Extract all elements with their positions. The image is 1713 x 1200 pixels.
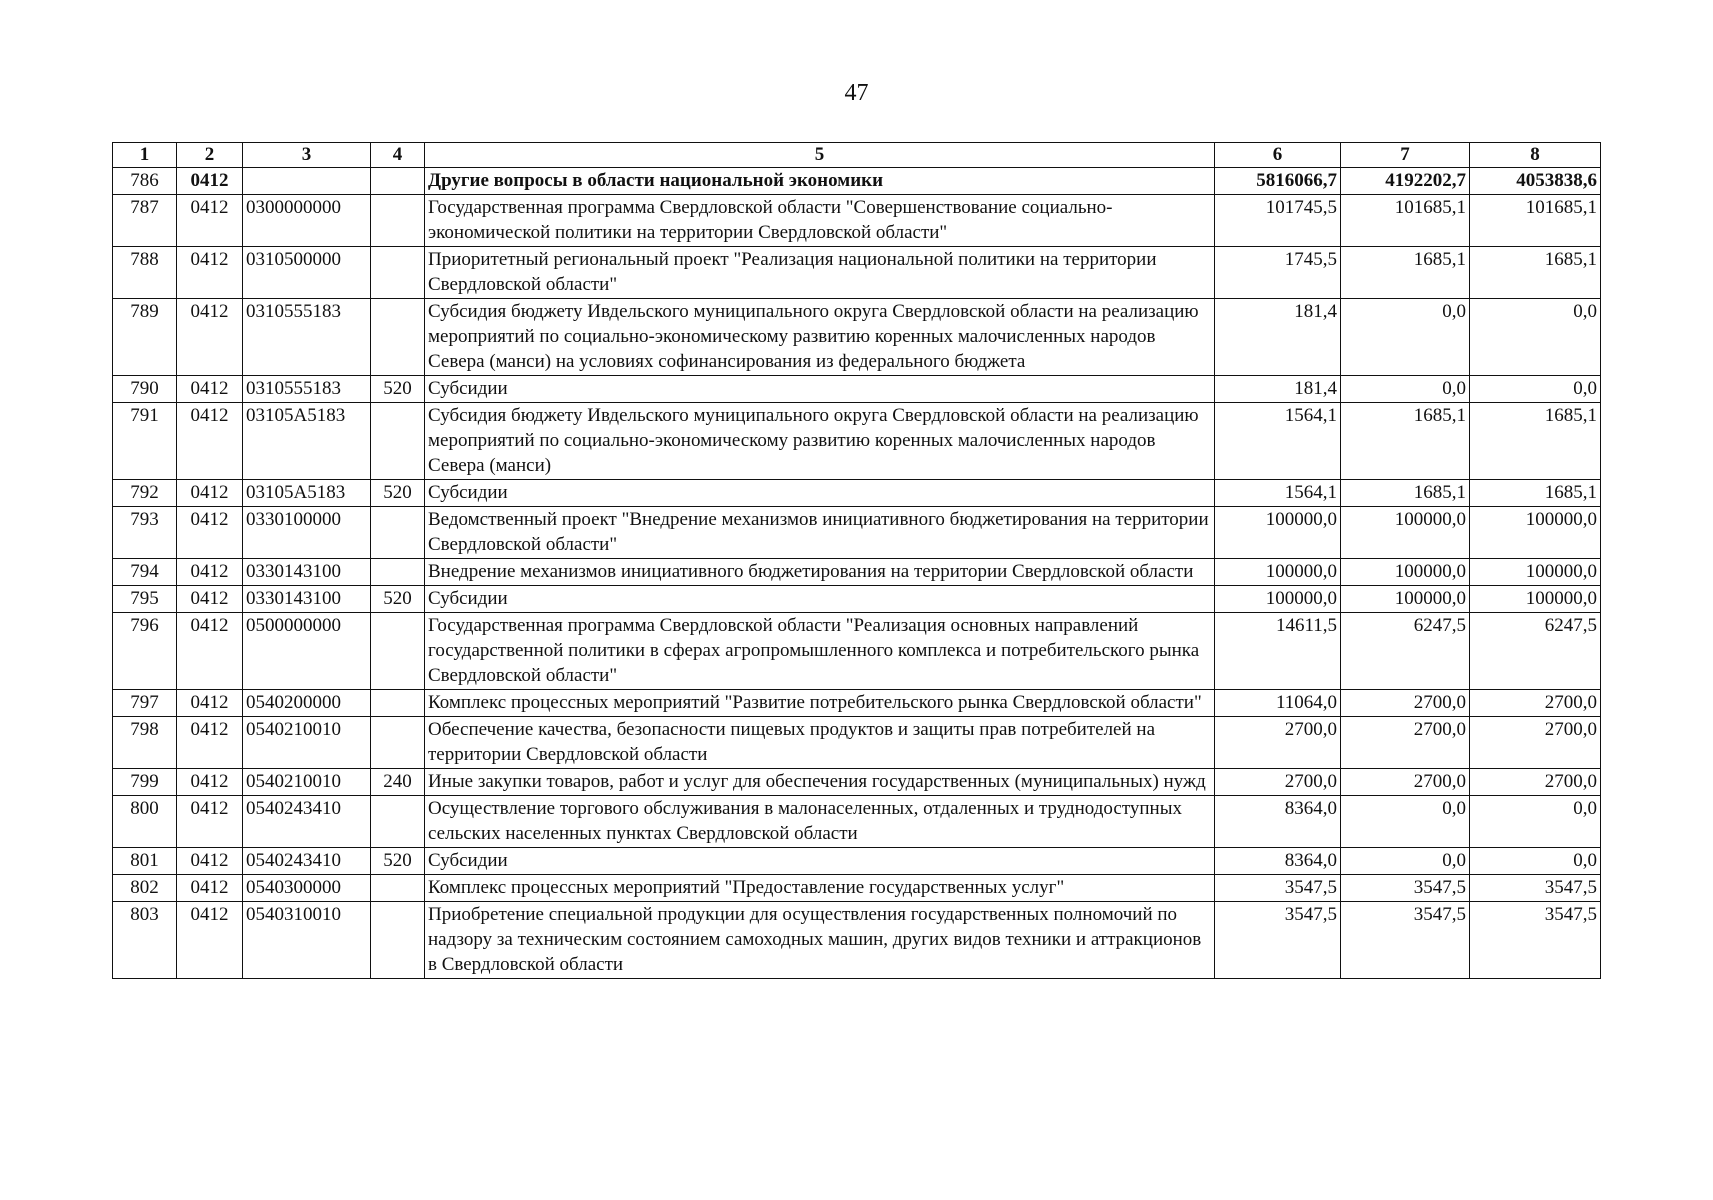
row-number: 793	[113, 507, 177, 559]
item-name: Комплекс процессных мероприятий "Развитие потребительского рынка Свердловской области"	[425, 690, 1215, 717]
table-row	[113, 299, 1601, 376]
amount-col-8: 100000,0	[1470, 559, 1601, 586]
row-number: 792	[113, 480, 177, 507]
target-code: 0330100000	[243, 507, 371, 559]
amount-col-6: 5816066,7	[1215, 168, 1341, 195]
section-code: 0412	[177, 717, 243, 769]
amount-col-7: 0,0	[1341, 299, 1470, 376]
header-col-7: 7	[1341, 143, 1470, 168]
expense-type	[371, 168, 425, 195]
amount-col-6: 101745,5	[1215, 195, 1341, 247]
item-name: Субсидии	[425, 586, 1215, 613]
amount-col-6: 3547,5	[1215, 902, 1341, 979]
target-code: 0500000000	[243, 613, 371, 690]
amount-col-8: 4053838,6	[1470, 168, 1601, 195]
amount-col-6: 100000,0	[1215, 559, 1341, 586]
row-number: 797	[113, 690, 177, 717]
table-row	[113, 403, 1601, 480]
row-number: 799	[113, 769, 177, 796]
row-number: 788	[113, 247, 177, 299]
amount-col-8: 0,0	[1470, 376, 1601, 403]
amount-col-7: 1685,1	[1341, 403, 1470, 480]
amount-col-7: 1685,1	[1341, 480, 1470, 507]
amount-col-8: 0,0	[1470, 848, 1601, 875]
section-code: 0412	[177, 195, 243, 247]
expense-type	[371, 717, 425, 769]
table-row	[113, 559, 1601, 586]
item-name: Ведомственный проект "Внедрение механизмов инициативного бюджетирования на территории Свердловской области"	[425, 507, 1215, 559]
amount-col-8: 0,0	[1470, 299, 1601, 376]
section-code: 0412	[177, 403, 243, 480]
amount-col-7: 1685,1	[1341, 247, 1470, 299]
target-code: 0310555183	[243, 376, 371, 403]
target-code: 0540210010	[243, 769, 371, 796]
expense-type	[371, 299, 425, 376]
amount-col-6: 1564,1	[1215, 480, 1341, 507]
section-code: 0412	[177, 613, 243, 690]
amount-col-6: 8364,0	[1215, 848, 1341, 875]
item-name: Субсидии	[425, 848, 1215, 875]
section-code: 0412	[177, 299, 243, 376]
amount-col-8: 100000,0	[1470, 507, 1601, 559]
amount-col-7: 0,0	[1341, 376, 1470, 403]
amount-col-7: 6247,5	[1341, 613, 1470, 690]
row-number: 787	[113, 195, 177, 247]
header-col-6: 6	[1215, 143, 1341, 168]
amount-col-8: 1685,1	[1470, 247, 1601, 299]
amount-col-8: 2700,0	[1470, 769, 1601, 796]
row-number: 791	[113, 403, 177, 480]
expense-type: 520	[371, 586, 425, 613]
target-code	[243, 168, 371, 195]
budget-table	[112, 142, 1601, 979]
expense-type	[371, 403, 425, 480]
section-code: 0412	[177, 168, 243, 195]
item-name: Комплекс процессных мероприятий "Предоставление государственных услуг"	[425, 875, 1215, 902]
row-number: 790	[113, 376, 177, 403]
section-code: 0412	[177, 769, 243, 796]
target-code: 0540300000	[243, 875, 371, 902]
expense-type	[371, 875, 425, 902]
section-code: 0412	[177, 796, 243, 848]
row-number: 789	[113, 299, 177, 376]
amount-col-8: 1685,1	[1470, 403, 1601, 480]
target-code: 0330143100	[243, 586, 371, 613]
section-code: 0412	[177, 848, 243, 875]
table-row	[113, 690, 1601, 717]
amount-col-7: 0,0	[1341, 848, 1470, 875]
amount-col-6: 8364,0	[1215, 796, 1341, 848]
row-number: 794	[113, 559, 177, 586]
amount-col-7: 101685,1	[1341, 195, 1470, 247]
expense-type: 520	[371, 480, 425, 507]
amount-col-7: 2700,0	[1341, 690, 1470, 717]
table-row	[113, 195, 1601, 247]
table-row	[113, 376, 1601, 403]
amount-col-8: 6247,5	[1470, 613, 1601, 690]
amount-col-7: 100000,0	[1341, 559, 1470, 586]
amount-col-6: 1745,5	[1215, 247, 1341, 299]
amount-col-7: 100000,0	[1341, 586, 1470, 613]
expense-type	[371, 195, 425, 247]
header-col-3: 3	[243, 143, 371, 168]
amount-col-6: 14611,5	[1215, 613, 1341, 690]
target-code: 0540243410	[243, 848, 371, 875]
table-row	[113, 613, 1601, 690]
amount-col-6: 100000,0	[1215, 586, 1341, 613]
amount-col-6: 181,4	[1215, 376, 1341, 403]
expense-type: 520	[371, 848, 425, 875]
table-row	[113, 507, 1601, 559]
expense-type	[371, 690, 425, 717]
amount-col-7: 2700,0	[1341, 717, 1470, 769]
row-number: 801	[113, 848, 177, 875]
expense-type	[371, 902, 425, 979]
header-col-8: 8	[1470, 143, 1601, 168]
amount-col-7: 100000,0	[1341, 507, 1470, 559]
table-row	[113, 848, 1601, 875]
target-code: 03105А5183	[243, 403, 371, 480]
amount-col-8: 1685,1	[1470, 480, 1601, 507]
table-row	[113, 168, 1601, 195]
table-row	[113, 480, 1601, 507]
expense-type	[371, 796, 425, 848]
target-code: 0310555183	[243, 299, 371, 376]
section-code: 0412	[177, 559, 243, 586]
item-name: Приобретение специальной продукции для осуществления государственных полномочий по надзору за техническим состоянием самоходных машин, других видов техники и аттракционов в Свердловской области	[425, 902, 1215, 979]
table-row	[113, 717, 1601, 769]
item-name: Государственная программа Свердловской области "Реализация основных направлений государственной политики в сферах агропромышленного комплекса и потребительского рынка Свердловской области"	[425, 613, 1215, 690]
item-name: Субсидия бюджету Ивдельского муниципального округа Свердловской области на реализацию мероприятий по социально-экономическому развитию коренных малочисленных народов Севера (манси)	[425, 403, 1215, 480]
expense-type	[371, 613, 425, 690]
target-code: 0540210010	[243, 717, 371, 769]
row-number: 798	[113, 717, 177, 769]
table-header-row	[113, 143, 1601, 168]
amount-col-8: 2700,0	[1470, 717, 1601, 769]
section-code: 0412	[177, 376, 243, 403]
row-number: 786	[113, 168, 177, 195]
target-code: 0300000000	[243, 195, 371, 247]
page-number: 47	[844, 80, 869, 106]
expense-type: 240	[371, 769, 425, 796]
row-number: 800	[113, 796, 177, 848]
amount-col-7: 2700,0	[1341, 769, 1470, 796]
section-code: 0412	[177, 480, 243, 507]
target-code: 0540310010	[243, 902, 371, 979]
amount-col-6: 3547,5	[1215, 875, 1341, 902]
amount-col-6: 181,4	[1215, 299, 1341, 376]
item-name: Субсидия бюджету Ивдельского муниципального округа Свердловской области на реализацию мероприятий по социально-экономическому развитию коренных малочисленных народов Севера (манси) на условиях софинансирования из федерального бюджета	[425, 299, 1215, 376]
item-name: Иные закупки товаров, работ и услуг для обеспечения государственных (муниципальных) нужд	[425, 769, 1215, 796]
header-col-2: 2	[177, 143, 243, 168]
amount-col-6: 11064,0	[1215, 690, 1341, 717]
amount-col-8: 100000,0	[1470, 586, 1601, 613]
header-col-5: 5	[425, 143, 1215, 168]
amount-col-8: 101685,1	[1470, 195, 1601, 247]
section-code: 0412	[177, 902, 243, 979]
amount-col-7: 3547,5	[1341, 875, 1470, 902]
item-name: Субсидии	[425, 376, 1215, 403]
amount-col-7: 0,0	[1341, 796, 1470, 848]
row-number: 795	[113, 586, 177, 613]
target-code: 0540243410	[243, 796, 371, 848]
table-row	[113, 875, 1601, 902]
expense-type	[371, 507, 425, 559]
target-code: 0540200000	[243, 690, 371, 717]
item-name: Внедрение механизмов инициативного бюджетирования на территории Свердловской области	[425, 559, 1215, 586]
header-col-4: 4	[371, 143, 425, 168]
section-code: 0412	[177, 507, 243, 559]
section-code: 0412	[177, 586, 243, 613]
table-row	[113, 586, 1601, 613]
expense-type: 520	[371, 376, 425, 403]
amount-col-6: 2700,0	[1215, 717, 1341, 769]
amount-col-6: 2700,0	[1215, 769, 1341, 796]
target-code: 0310500000	[243, 247, 371, 299]
expense-type	[371, 247, 425, 299]
row-number: 796	[113, 613, 177, 690]
table-row	[113, 247, 1601, 299]
amount-col-7: 4192202,7	[1341, 168, 1470, 195]
expense-type	[371, 559, 425, 586]
section-code: 0412	[177, 247, 243, 299]
item-name: Осуществление торгового обслуживания в малонаселенных, отдаленных и труднодоступных сельских населенных пунктах Свердловской области	[425, 796, 1215, 848]
amount-col-8: 0,0	[1470, 796, 1601, 848]
amount-col-8: 3547,5	[1470, 875, 1601, 902]
section-code: 0412	[177, 690, 243, 717]
amount-col-6: 1564,1	[1215, 403, 1341, 480]
row-number: 802	[113, 875, 177, 902]
table-row	[113, 769, 1601, 796]
amount-col-6: 100000,0	[1215, 507, 1341, 559]
amount-col-8: 2700,0	[1470, 690, 1601, 717]
item-name: Субсидии	[425, 480, 1215, 507]
section-code: 0412	[177, 875, 243, 902]
table-row	[113, 796, 1601, 848]
item-name: Приоритетный региональный проект "Реализация национальной политики на территории Свердловской области"	[425, 247, 1215, 299]
target-code: 03105А5183	[243, 480, 371, 507]
item-name: Государственная программа Свердловской области "Совершенствование социально-экономической политики на территории Свердловской области"	[425, 195, 1215, 247]
header-col-1: 1	[113, 143, 177, 168]
item-name: Другие вопросы в области национальной экономики	[425, 168, 1215, 195]
table-row	[113, 902, 1601, 979]
target-code: 0330143100	[243, 559, 371, 586]
table-body	[113, 168, 1601, 979]
row-number: 803	[113, 902, 177, 979]
amount-col-8: 3547,5	[1470, 902, 1601, 979]
item-name: Обеспечение качества, безопасности пищевых продуктов и защиты прав потребителей на территории Свердловской области	[425, 717, 1215, 769]
amount-col-7: 3547,5	[1341, 902, 1470, 979]
